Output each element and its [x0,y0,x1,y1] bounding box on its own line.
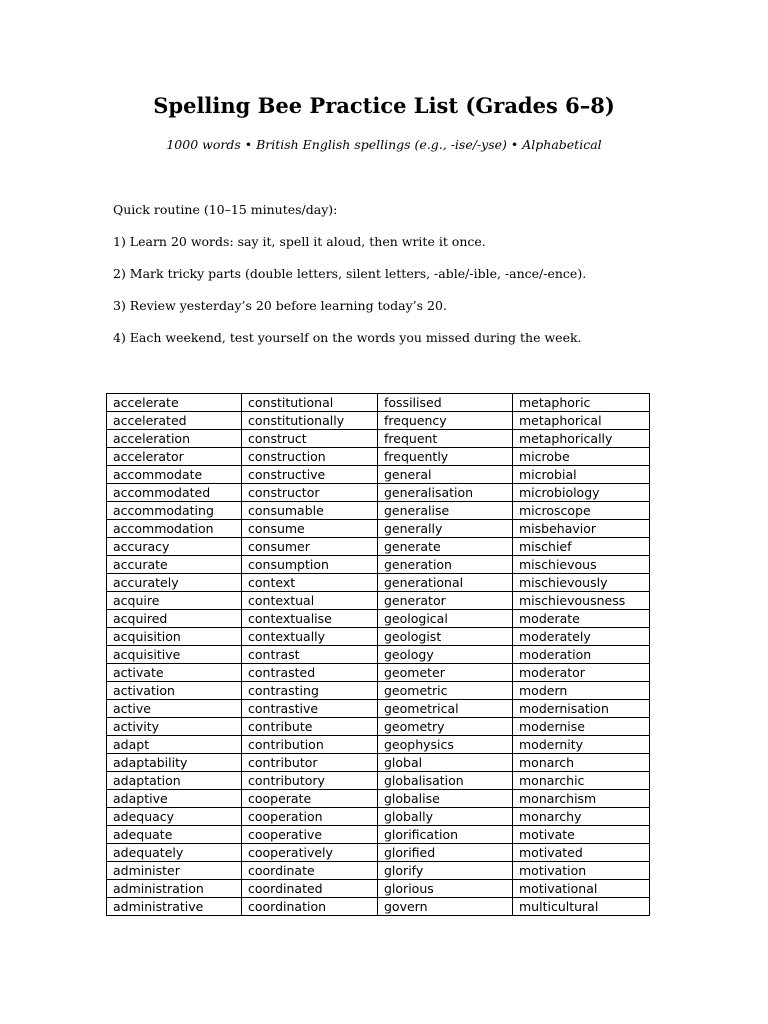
word-cell: contrast [242,646,378,664]
word-cell: constructor [242,484,378,502]
word-cell: moderation [513,646,650,664]
table-row [107,880,650,898]
word-cell: generational [378,574,513,592]
word-cell: contribute [242,718,378,736]
word-cell: consume [242,520,378,538]
word-cell: microbial [513,466,650,484]
word-cell: accelerate [107,394,242,412]
table-row [107,808,650,826]
table-row [107,664,650,682]
word-cell: accelerator [107,448,242,466]
word-cell: adequate [107,826,242,844]
word-cell: glorified [378,844,513,862]
page-title: Spelling Bee Practice List (Grades 6–8) [153,93,615,118]
word-cell: motivational [513,880,650,898]
word-cell: adapt [107,736,242,754]
word-cell: generalise [378,502,513,520]
word-cell: motivate [513,826,650,844]
word-cell: geometrical [378,700,513,718]
word-cell: contextual [242,592,378,610]
table-row [107,592,650,610]
page-subtitle: 1000 words • British English spellings (e.g., -ise/-yse) • Alphabetical [166,137,602,152]
table-row [107,466,650,484]
word-cell: context [242,574,378,592]
word-cell: accurate [107,556,242,574]
table-row [107,772,650,790]
word-cell: metaphorically [513,430,650,448]
table-row [107,718,650,736]
word-cell: adequately [107,844,242,862]
word-cell: construct [242,430,378,448]
table-row [107,574,650,592]
table-row [107,538,650,556]
word-cell: activation [107,682,242,700]
table-row [107,520,650,538]
word-cell: accommodating [107,502,242,520]
word-cell: modern [513,682,650,700]
word-cell: monarchy [513,808,650,826]
word-cell: generally [378,520,513,538]
word-cell: accelerated [107,412,242,430]
word-cell: general [378,466,513,484]
word-cell: consumable [242,502,378,520]
word-cell: mischievous [513,556,650,574]
word-cell: generator [378,592,513,610]
word-cell: geometer [378,664,513,682]
word-list-body [107,394,650,916]
table-row [107,430,650,448]
word-cell: metaphorical [513,412,650,430]
word-cell: acquired [107,610,242,628]
word-cell: contrastive [242,700,378,718]
word-cell: frequently [378,448,513,466]
table-row [107,628,650,646]
word-cell: global [378,754,513,772]
routine-step: 1) Learn 20 words: say it, spell it aloud, then write it once. [113,234,486,249]
word-cell: contrasting [242,682,378,700]
word-cell: fossilised [378,394,513,412]
table-row [107,736,650,754]
word-cell: motivation [513,862,650,880]
word-cell: geophysics [378,736,513,754]
word-cell: frequent [378,430,513,448]
word-cell: constructive [242,466,378,484]
table-row [107,556,650,574]
word-cell: generation [378,556,513,574]
word-cell: mischief [513,538,650,556]
table-row [107,844,650,862]
word-cell: consumer [242,538,378,556]
word-cell: adaptive [107,790,242,808]
word-cell: modernisation [513,700,650,718]
word-cell: adaptation [107,772,242,790]
word-cell: geometric [378,682,513,700]
table-row [107,754,650,772]
word-cell: administration [107,880,242,898]
table-row [107,448,650,466]
word-cell: moderately [513,628,650,646]
word-cell: acquisition [107,628,242,646]
word-cell: accuracy [107,538,242,556]
table-row [107,394,650,412]
word-cell: contextually [242,628,378,646]
word-cell: glorious [378,880,513,898]
word-cell: metaphoric [513,394,650,412]
word-cell: coordination [242,898,378,916]
word-cell: frequency [378,412,513,430]
word-cell: globalisation [378,772,513,790]
word-cell: globally [378,808,513,826]
table-row [107,862,650,880]
word-cell: coordinated [242,880,378,898]
word-cell: modernise [513,718,650,736]
table-row [107,610,650,628]
table-row [107,682,650,700]
word-cell: adaptability [107,754,242,772]
word-cell: microscope [513,502,650,520]
word-cell: generate [378,538,513,556]
word-cell: consumption [242,556,378,574]
word-cell: adequacy [107,808,242,826]
word-cell: moderate [513,610,650,628]
word-cell: mischievousness [513,592,650,610]
word-cell: contributory [242,772,378,790]
table-row [107,826,650,844]
word-cell: acceleration [107,430,242,448]
word-cell: contribution [242,736,378,754]
word-cell: accommodation [107,520,242,538]
word-cell: contextualise [242,610,378,628]
word-cell: cooperation [242,808,378,826]
word-cell: monarchism [513,790,650,808]
word-cell: geologist [378,628,513,646]
word-cell: geometry [378,718,513,736]
word-cell: monarch [513,754,650,772]
table-row [107,484,650,502]
table-row [107,502,650,520]
word-cell: modernity [513,736,650,754]
word-cell: moderator [513,664,650,682]
table-row [107,898,650,916]
word-cell: geological [378,610,513,628]
word-cell: multicultural [513,898,650,916]
word-cell: cooperatively [242,844,378,862]
word-cell: globalise [378,790,513,808]
word-cell: govern [378,898,513,916]
routine-step: 3) Review yesterday’s 20 before learning today’s 20. [113,298,447,313]
word-cell: microbe [513,448,650,466]
routine-heading: Quick routine (10–15 minutes/day): [113,202,338,217]
word-cell: accurately [107,574,242,592]
table-row [107,790,650,808]
word-cell: motivated [513,844,650,862]
word-cell: glorification [378,826,513,844]
word-cell: contributor [242,754,378,772]
routine-step: 4) Each weekend, test yourself on the words you missed during the week. [113,330,582,345]
word-cell: misbehavior [513,520,650,538]
word-cell: generalisation [378,484,513,502]
word-cell: construction [242,448,378,466]
word-cell: activity [107,718,242,736]
word-cell: constitutionally [242,412,378,430]
table-row [107,700,650,718]
word-cell: acquire [107,592,242,610]
word-cell: geology [378,646,513,664]
word-cell: administer [107,862,242,880]
table-row [107,412,650,430]
word-cell: mischievously [513,574,650,592]
word-cell: administrative [107,898,242,916]
word-cell: contrasted [242,664,378,682]
word-cell: acquisitive [107,646,242,664]
word-cell: coordinate [242,862,378,880]
routine-step: 2) Mark tricky parts (double letters, silent letters, -able/-ible, -ance/-ence). [113,266,587,281]
word-cell: accommodated [107,484,242,502]
word-cell: glorify [378,862,513,880]
word-cell: monarchic [513,772,650,790]
word-cell: activate [107,664,242,682]
word-cell: constitutional [242,394,378,412]
table-row [107,646,650,664]
word-cell: cooperate [242,790,378,808]
word-cell: accommodate [107,466,242,484]
word-list-table [106,393,650,916]
word-cell: microbiology [513,484,650,502]
word-cell: active [107,700,242,718]
word-cell: cooperative [242,826,378,844]
